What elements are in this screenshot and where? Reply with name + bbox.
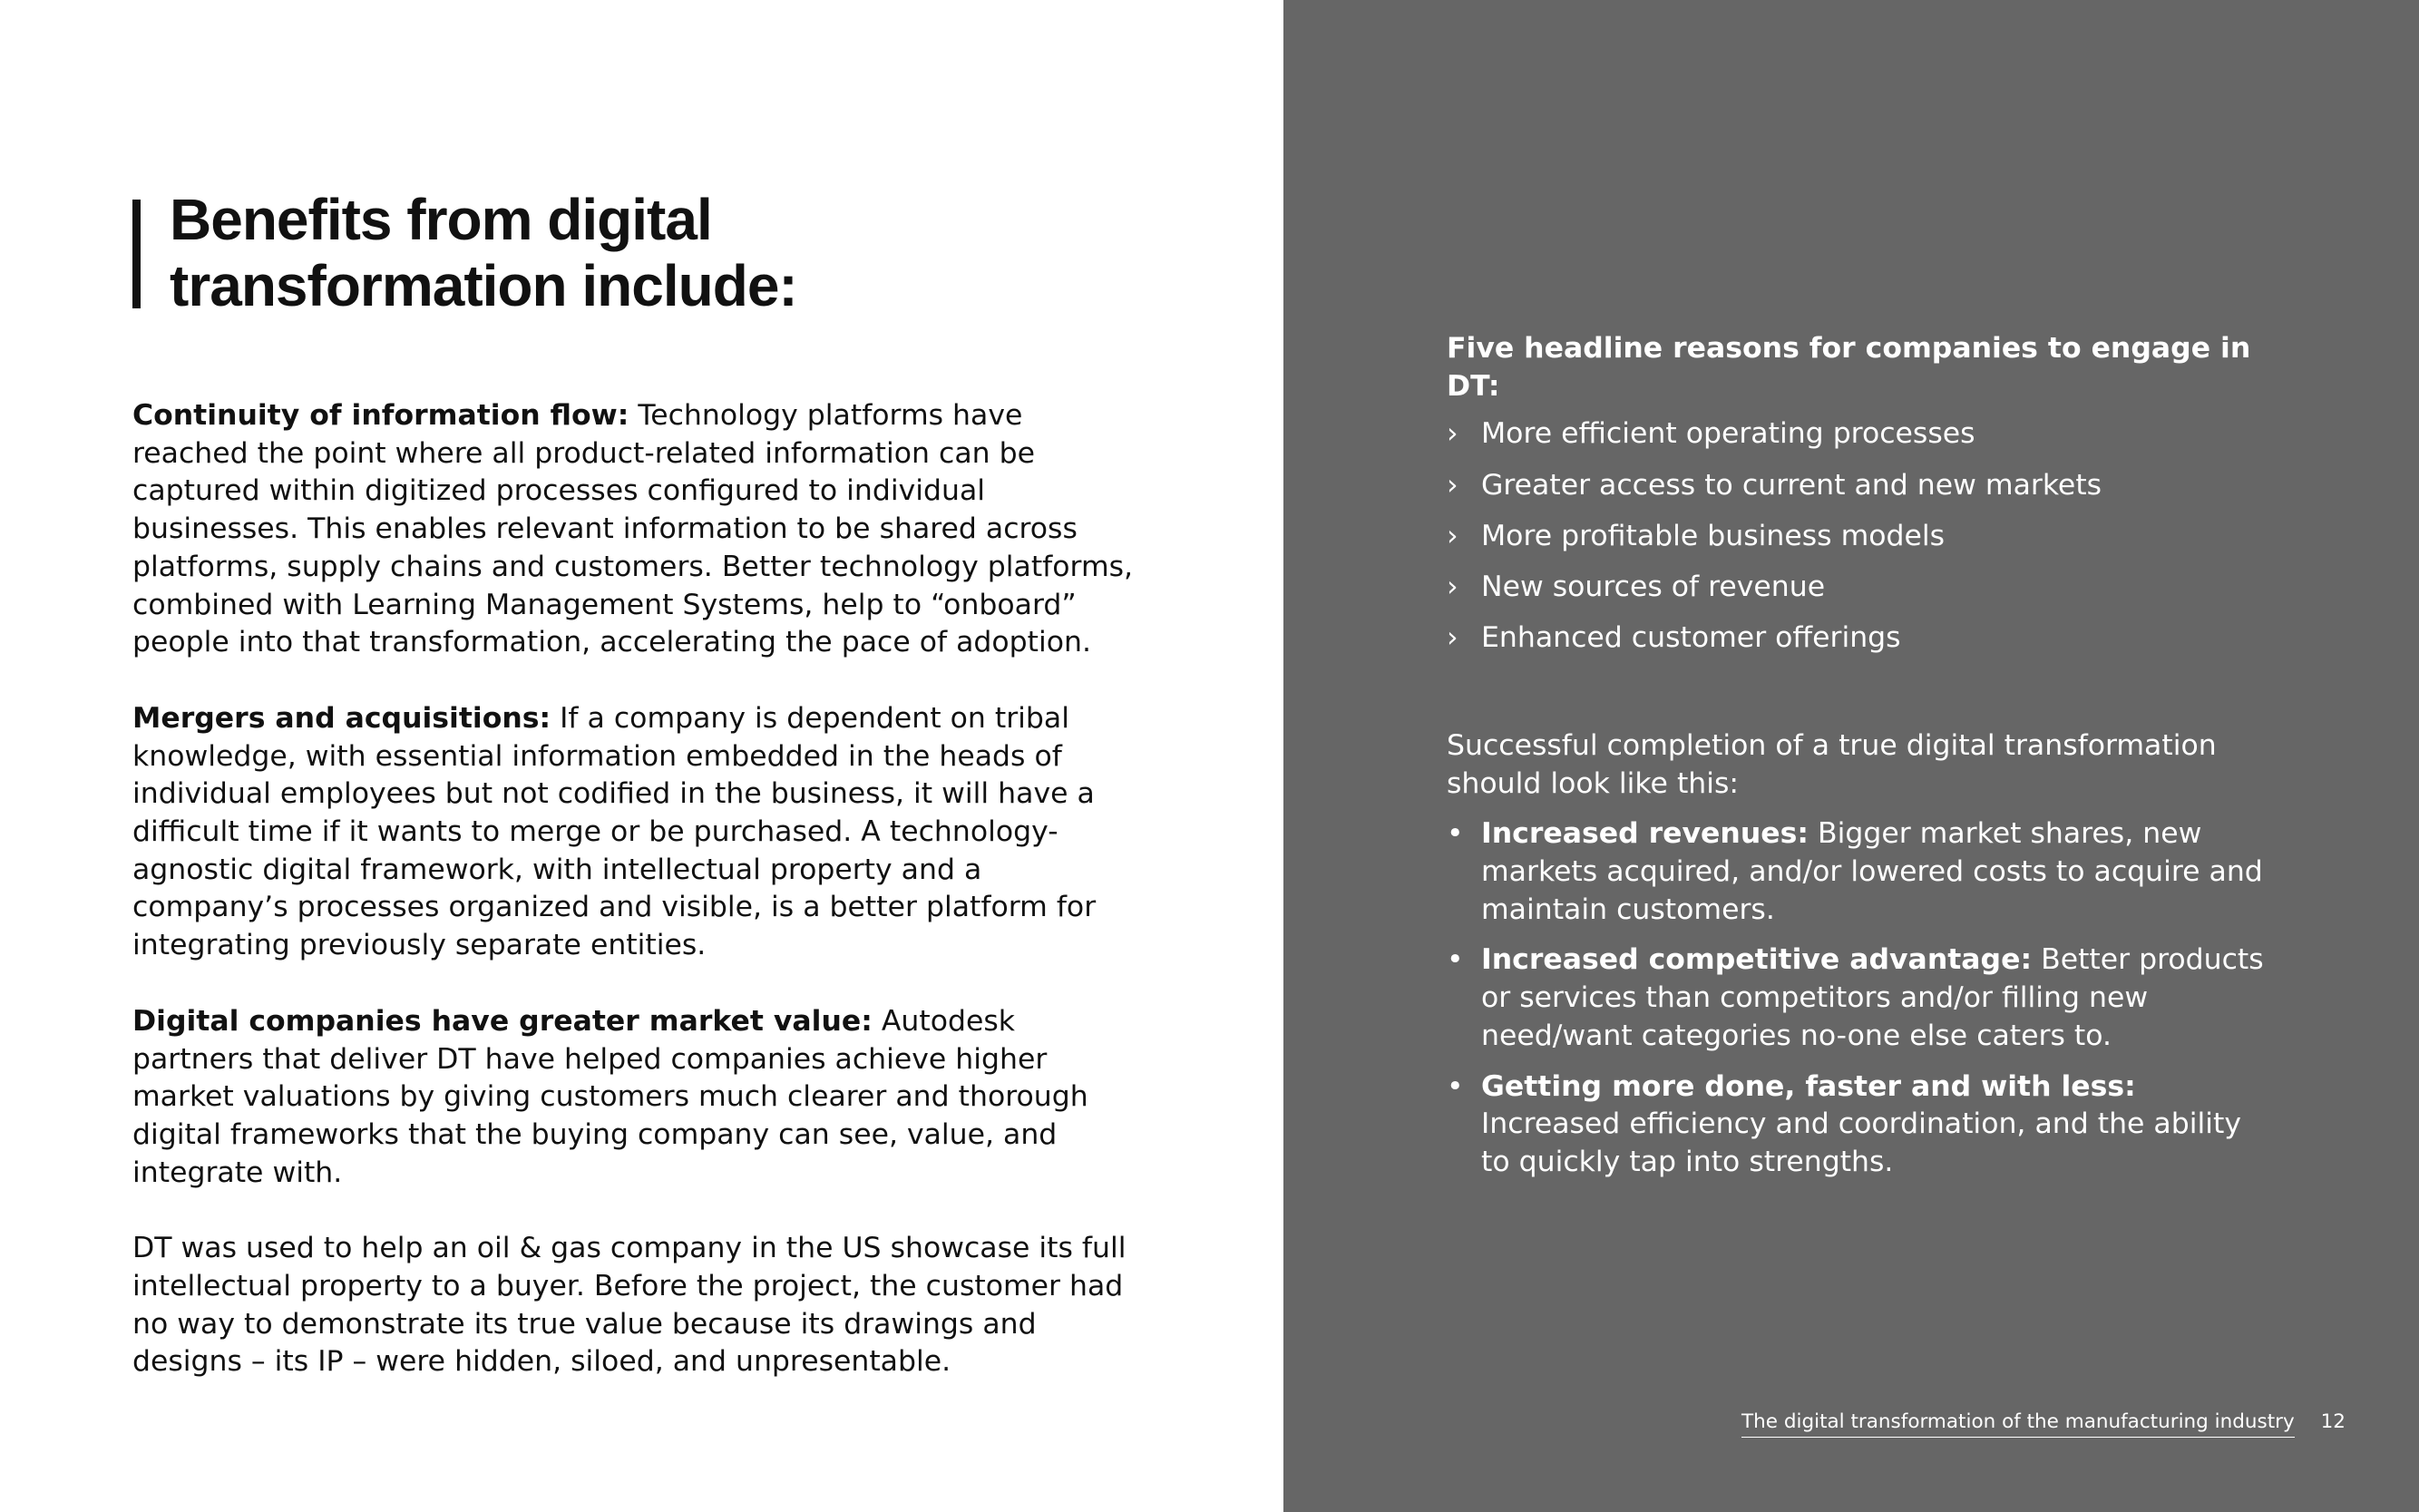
- paragraph-information-flow: [132, 397, 1139, 662]
- outcome-lead: Getting more done, faster and with less:: [1481, 1069, 2136, 1103]
- bullet-icon: •: [1447, 1069, 1464, 1103]
- page-title-line-2: transformation include:: [170, 253, 797, 318]
- outcome-text: Better products or services than competitors and/or filling new need/want categories no-one else caters to.: [1481, 943, 2264, 1052]
- list-item: [1447, 815, 2272, 929]
- outcome-lead: Increased competitive advantage:: [1481, 943, 2033, 977]
- right-panel-content: [1447, 330, 2272, 1195]
- outcome-text: Increased efficiency and coordination, and the ability to quickly tap into strengths.: [1481, 1107, 2241, 1178]
- chevron-right-icon: ›: [1447, 621, 1458, 655]
- paragraph-mergers: [132, 700, 1139, 965]
- reasons-list: [1447, 415, 2272, 658]
- list-item: [1447, 415, 2272, 454]
- chevron-right-icon: ›: [1447, 571, 1458, 604]
- paragraph-text: If a company is dependent on tribal knowledge, with essential information embedded in the heads of individual employees but not codified in the business, it will have a difficult time if it wants to merge or be purchased. A technology-agnostic digital framework, with intellectual property and a company’s processes organized and visible, is a better platform for integrating previously separate entities.: [132, 701, 1097, 962]
- chevron-right-icon: ›: [1447, 468, 1458, 502]
- reason-text: Greater access to current and new markets: [1481, 468, 2102, 502]
- page-number: 12: [2320, 1410, 2346, 1433]
- reason-text: Enhanced customer offerings: [1481, 621, 1901, 655]
- paragraph-lead: Continuity of information flow:: [132, 399, 629, 432]
- footer-document-title: The digital transformation of the manufacturing industry: [1741, 1410, 2295, 1438]
- right-panel: [1283, 0, 2419, 1512]
- reasons-title: Five headline reasons for companies to engage in DT:: [1447, 332, 2251, 403]
- heading-accent-bar: [132, 200, 141, 308]
- reason-text: New sources of revenue: [1481, 571, 1826, 604]
- chevron-right-icon: ›: [1447, 519, 1458, 552]
- paragraph-text: Autodesk partners that deliver DT have helped companies achieve higher market valuations by giving customers much clearer and thorough digital frameworks that the buying company can see, value, and integrate with.: [132, 1004, 1088, 1189]
- paragraph-text: Technology platforms have reached the point where all product-related information can be captured within digitized processes configured to individual businesses. This enables relevant information to be shared across platforms, supply chains and customers. Better technology platforms, combined with Learning Management Systems, help to “onboard” people into that transformation, accelerating the pace of adoption.: [132, 399, 1134, 659]
- list-item: [1447, 1068, 2272, 1182]
- section-heading: [132, 187, 1085, 319]
- list-item: [1447, 619, 2272, 658]
- paragraph-case-study: [132, 1230, 1139, 1381]
- list-item: [1447, 518, 2272, 556]
- paragraph-lead: Digital companies have greater market value:: [132, 1004, 873, 1038]
- outcomes-list: [1447, 815, 2272, 1181]
- page-title: [170, 187, 1085, 319]
- list-item: [1447, 569, 2272, 607]
- bullet-icon: •: [1447, 943, 1464, 977]
- body-copy: [132, 397, 1139, 1419]
- outcomes-intro: Successful completion of a true digital transformation should look like this:: [1447, 728, 2217, 800]
- paragraph-market-value: [132, 1003, 1139, 1193]
- chevron-right-icon: ›: [1447, 417, 1458, 451]
- page-title-line-1: Benefits from digital: [170, 187, 712, 252]
- page-footer: [1741, 1410, 2346, 1433]
- paragraph-text: DT was used to help an oil & gas company in the US showcase its full intellectual property to a buyer. Before the project, the customer had no way to demonstrate its true value because its drawings and designs – its IP – were hidden, siloed, and unpresentable.: [132, 1232, 1127, 1379]
- outcome-lead: Increased revenues:: [1481, 817, 1809, 851]
- list-item: [1447, 941, 2272, 1055]
- bullet-icon: •: [1447, 817, 1464, 851]
- reason-text: More efficient operating processes: [1481, 417, 1975, 451]
- paragraph-lead: Mergers and acquisitions:: [132, 701, 551, 735]
- reason-text: More profitable business models: [1481, 519, 1946, 552]
- list-item: [1447, 467, 2272, 505]
- outcome-text: Bigger market shares, new markets acquired, and/or lowered costs to acquire and maintain customers.: [1481, 817, 2263, 926]
